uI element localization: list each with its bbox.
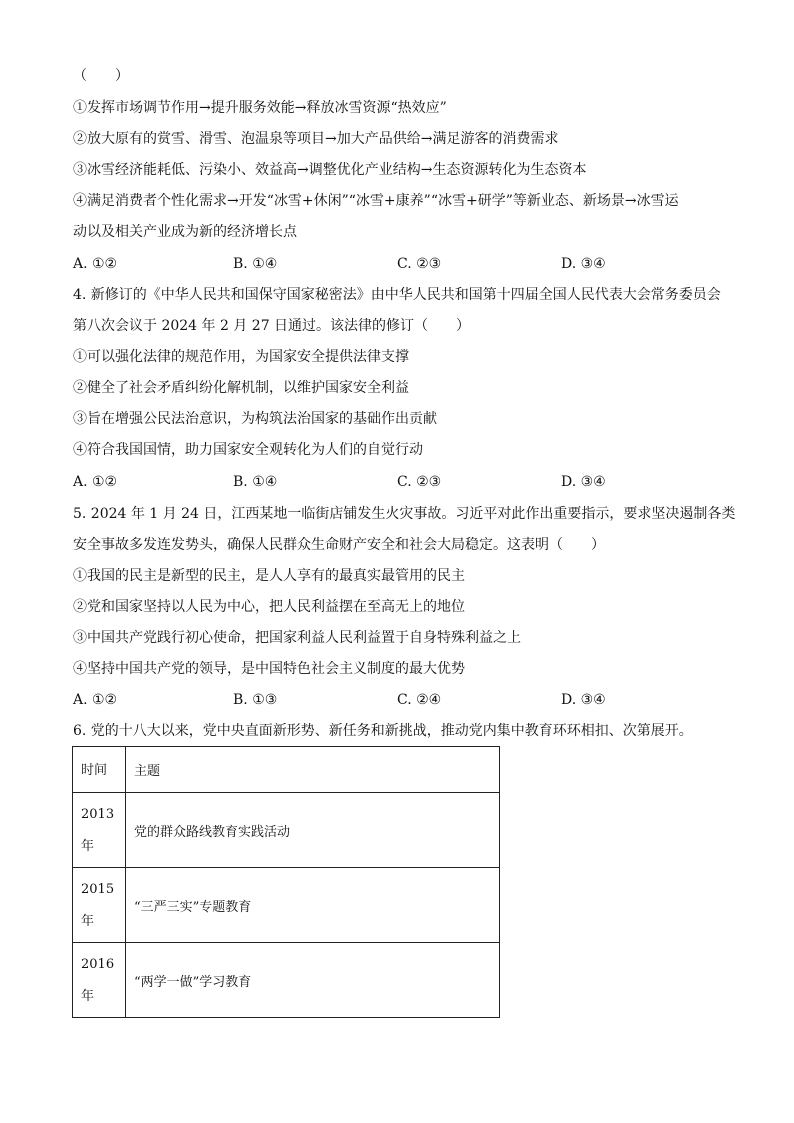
q3-choices: [73, 254, 753, 274]
q3-option-4: ④满足消费者个性化需求→开发“冰雪+休闲”“冰雪+康养”“冰雪+研学”等新业态、新场景→冰雪运: [73, 193, 679, 209]
header-time: 时间: [73, 747, 126, 793]
education-theme-table: [72, 746, 500, 1018]
q4-option-2: ②健全了社会矛盾纠纷化解机制，以维护国家安全利益: [73, 380, 409, 396]
q4-choice-a[interactable]: A. ①②: [73, 474, 118, 490]
row-theme: “三严三实”专题教育: [126, 868, 500, 943]
row-theme: “两学一做”学习教育: [126, 943, 500, 1018]
q3-stem-tail: （ ）: [73, 68, 129, 84]
q5-choice-c[interactable]: C. ②④: [397, 692, 442, 708]
row-year: [73, 793, 126, 868]
q3-choice-d[interactable]: D. ③④: [561, 256, 606, 272]
q5-option-4: ④坚持中国共产党的领导，是中国特色社会主义制度的最大优势: [73, 661, 465, 677]
q4-stem-line-1: 4. 新修订的《中华人民共和国保守国家秘密法》由中华人民共和国第十四届全国人民代表大会常务委员会: [73, 287, 721, 303]
year-value: 2015: [81, 882, 115, 897]
q5-choice-a[interactable]: A. ①②: [73, 692, 118, 708]
q3-option-3: ③冰雪经济能耗低、污染小、效益高→调整优化产业结构→生态资源转化为生态资本: [73, 162, 587, 178]
q4-stem-line-2: 第八次会议于 2024 年 2 月 27 日通过。该法律的修订（ ）: [73, 318, 471, 334]
row-year: [73, 868, 126, 943]
q5-stem-line-2: 安全事故多发连发势头，确保人民群众生命财产安全和社会大局稳定。这表明（ ）: [73, 537, 605, 553]
table-row: [73, 793, 500, 868]
year-unit: 年: [81, 989, 95, 1004]
table-header-row: [73, 747, 500, 793]
year-value: 2013: [81, 807, 115, 822]
year-value: 2016: [81, 957, 115, 972]
q3-choice-a[interactable]: A. ①②: [73, 256, 118, 272]
q5-option-1: ①我国的民主是新型的民主，是人人享有的最真实最管用的民主: [73, 568, 465, 584]
q3-option-4-cont: 动以及相关产业成为新的经济增长点: [73, 224, 297, 240]
q5-choices: [73, 690, 753, 710]
q4-choices: [73, 472, 753, 492]
row-theme: 党的群众路线教育实践活动: [126, 793, 500, 868]
q5-option-3: ③中国共产党践行初心使命，把国家利益人民利益置于自身特殊利益之上: [73, 630, 521, 646]
q4-choice-b[interactable]: B. ①④: [233, 474, 278, 490]
row-year: [73, 943, 126, 1018]
q5-choice-d[interactable]: D. ③④: [561, 692, 606, 708]
header-theme: 主题: [126, 747, 500, 793]
q3-choice-c[interactable]: C. ②③: [397, 256, 442, 272]
table-row: [73, 868, 500, 943]
q5-stem-line-1: 5. 2024 年 1 月 24 日，江西某地一临街店铺发生火灾事故。习近平对此作出重要指示，要求坚决遏制各类: [73, 506, 736, 522]
q3-option-2: ②放大原有的赏雪、滑雪、泡温泉等项目→加大产品供给→满足游客的消费需求: [73, 131, 559, 147]
q6-stem: 6. 党的十八大以来，党中央直面新形势、新任务和新挑战，推动党内集中教育环环相扣、次第展开。: [73, 723, 693, 739]
year-unit: 年: [81, 914, 95, 929]
q3-option-1: ①发挥市场调节作用→提升服务效能→释放冰雪资源“热效应”: [73, 100, 447, 116]
q4-option-3: ③旨在增强公民法治意识，为构筑法治国家的基础作出贡献: [73, 411, 437, 427]
q4-option-1: ①可以强化法律的规范作用，为国家安全提供法律支撑: [73, 349, 409, 365]
q4-choice-c[interactable]: C. ②③: [397, 474, 442, 490]
q5-option-2: ②党和国家坚持以人民为中心，把人民利益摆在至高无上的地位: [73, 599, 465, 615]
table-row: [73, 943, 500, 1018]
q4-choice-d[interactable]: D. ③④: [561, 474, 606, 490]
q3-choice-b[interactable]: B. ①④: [233, 256, 278, 272]
q4-option-4: ④符合我国国情，助力国家安全观转化为人们的自觉行动: [73, 442, 423, 458]
year-unit: 年: [81, 839, 95, 854]
q5-choice-b[interactable]: B. ①③: [233, 692, 278, 708]
